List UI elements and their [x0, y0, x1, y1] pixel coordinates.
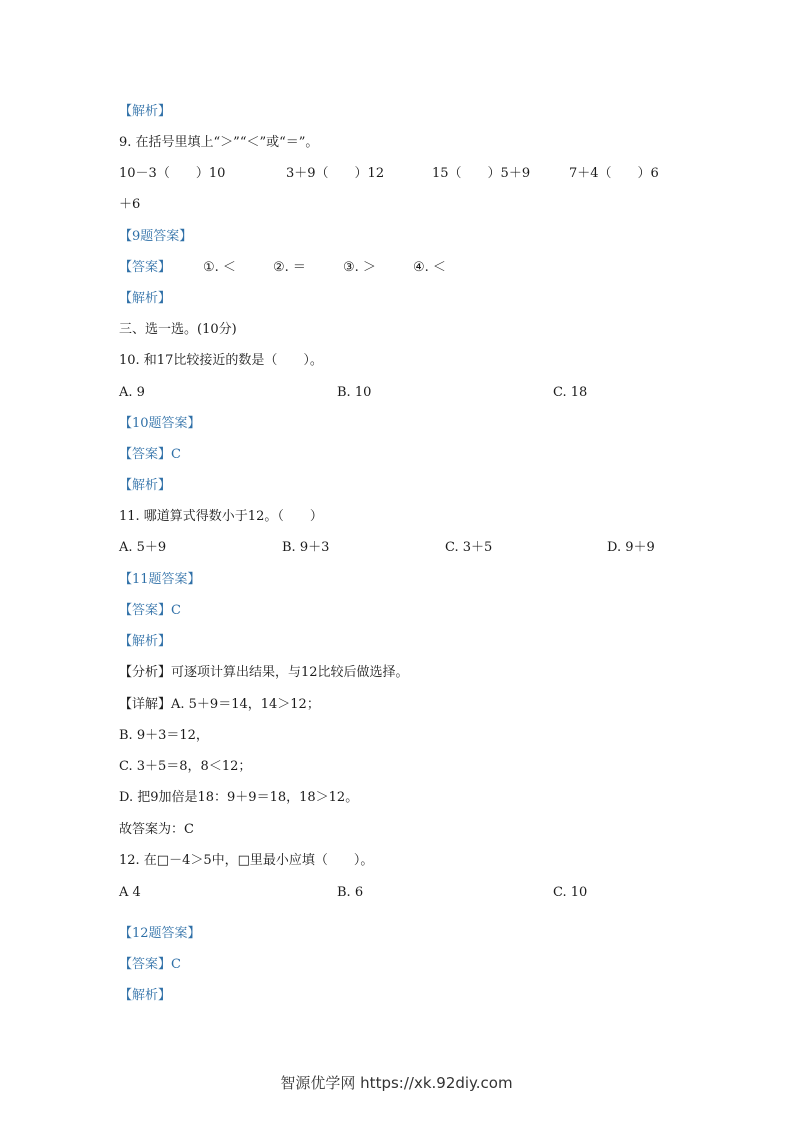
q9-item-4-wrap: ＋6 — [119, 197, 141, 212]
q10-option-b: B. 10 — [337, 385, 372, 400]
q11-option-d: D. 9＋9 — [607, 540, 655, 555]
q9-item-1: 10－3（ ）10 — [119, 166, 226, 181]
q11-option-b: B. 9＋3 — [282, 540, 330, 555]
q9-stem: 9. 在括号里填上“＞”“＜”或“＝”。 — [119, 135, 319, 150]
q9-answer-2: ②. ＝ — [273, 260, 306, 275]
q11-answer-header: 【11题答案】 — [119, 572, 201, 587]
q9-answer-label: 【答案】 — [119, 260, 172, 275]
q8-analysis-label: 【解析】 — [119, 104, 172, 119]
q11-conclusion: 故答案为：C — [119, 822, 194, 837]
q11-option-a: A. 5＋9 — [119, 540, 167, 555]
q12-analysis-label: 【解析】 — [119, 988, 172, 1003]
q9-item-4: 7＋4（ ）6 — [569, 166, 659, 181]
q12-option-c: C. 10 — [553, 885, 588, 900]
footer-watermark: 智源优学网 https://xk.92diy.com — [280, 1074, 513, 1092]
q9-answer-4: ④. ＜ — [413, 260, 446, 275]
q11-detail-3: C. 3＋5＝8，8＜12； — [119, 759, 252, 774]
q12-stem: 12. 在□－4＞5中，□里最小应填（ ）。 — [119, 853, 374, 868]
q10-answer-text: 【答案】C — [119, 447, 181, 462]
q12-option-b: B. 6 — [337, 885, 364, 900]
q10-analysis-label: 【解析】 — [119, 478, 172, 493]
q12-answer: 【答案】C — [119, 957, 181, 972]
q11-analysis-label: 【解析】 — [119, 634, 172, 649]
q11-detail-1: 【详解】A. 5＋9＝14，14＞12； — [119, 697, 320, 712]
q10-answer-header: 【10题答案】 — [119, 416, 201, 431]
q11-fenxi: 【分析】可逐项计算出结果，与12比较后做选择。 — [119, 665, 409, 680]
section-3-heading: 三、选一选。(10分) — [119, 322, 237, 337]
q12-answer-header: 【12题答案】 — [119, 926, 201, 941]
q9-item-2: 3＋9（ ）12 — [286, 166, 385, 181]
q9-answer-header: 【9题答案】 — [119, 229, 193, 244]
q11-option-c: C. 3＋5 — [445, 540, 493, 555]
q11-detail-4: D. 把9加倍是18：9＋9＝18，18＞12。 — [119, 790, 359, 805]
q9-analysis-label: 【解析】 — [119, 291, 172, 306]
q11-answer: 【答案】C — [119, 603, 181, 618]
q11-detail-2: B. 9＋3＝12， — [119, 728, 209, 743]
q9-answer-3: ③. ＞ — [343, 260, 376, 275]
q10-option-a: A. 9 — [119, 385, 145, 400]
q11-stem: 11. 哪道算式得数小于12。（ ） — [119, 509, 323, 524]
q9-item-3: 15（ ）5＋9 — [432, 166, 531, 181]
q12-option-a: A 4 — [119, 885, 141, 900]
q10-answer — [119, 447, 181, 463]
q10-option-c: C. 18 — [553, 385, 588, 400]
q10-stem: 10. 和17比较接近的数是（ ）。 — [119, 353, 323, 368]
q9-answer-1: ①. ＜ — [203, 260, 236, 275]
